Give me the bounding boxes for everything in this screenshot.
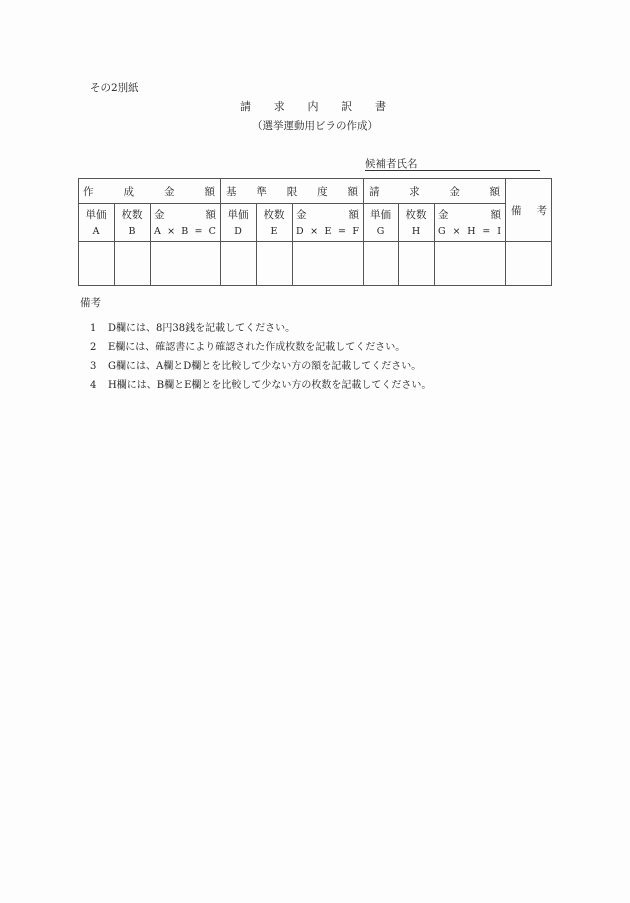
cell-a[interactable]: [79, 242, 114, 285]
candidate-name-field[interactable]: [365, 156, 540, 171]
billing-breakdown-table: [78, 178, 552, 286]
header-standard-limit-amount: 基 準 限 度 額: [226, 186, 358, 198]
title-char: 訳: [341, 100, 353, 113]
note-item: 3 G欄には、A欄とD欄とを比較して少ない方の額を記載してください。: [90, 361, 422, 372]
title-char: 請: [240, 100, 251, 113]
cell-i[interactable]: [435, 242, 505, 285]
title-char: 求: [273, 100, 285, 113]
subheader-quantity-b: 枚数 B: [121, 209, 143, 237]
subheader-unit-price-g: 単価 G: [370, 209, 391, 237]
title-char: 内: [307, 100, 319, 113]
cell-f[interactable]: [293, 242, 363, 285]
subheader-unit-price-a: 単価 A: [85, 209, 107, 237]
subheader-quantity-e: 枚数 E: [263, 209, 285, 237]
form-label: その2別紙: [90, 82, 139, 94]
note-item: 4 H欄には、B欄とE欄とを比較して少ない方の枚数を記載してください。: [90, 380, 432, 391]
subheader-quantity-h: 枚数 H: [405, 209, 427, 237]
notes-heading: 備考: [80, 297, 101, 309]
page-title: [240, 98, 386, 114]
cell-h[interactable]: [399, 242, 434, 285]
cell-g[interactable]: [364, 242, 398, 285]
note-item: 1 D欄には、8円38銭を記載してください。: [90, 323, 296, 334]
page-subtitle: （選挙運動用ビラの作成）: [252, 120, 378, 132]
subheader-amount-f: 金 額 D × E = F: [296, 209, 359, 237]
subheader-amount-c: 金 額 A × B = C: [154, 209, 216, 237]
header-production-amount: 作 成 金 額: [83, 186, 215, 198]
subheader-unit-price-d: 単価 D: [227, 209, 249, 237]
subheader-amount-i: 金 額 G × H = I: [438, 209, 501, 237]
header-remarks: 備 考: [511, 205, 547, 217]
title-char: 書: [375, 100, 386, 113]
cell-d[interactable]: [221, 242, 256, 285]
header-claim-amount: 請 求 金 額: [369, 186, 500, 198]
cell-c[interactable]: [151, 242, 220, 285]
cell-e[interactable]: [257, 242, 292, 285]
candidate-name-label: 候補者氏名: [365, 158, 418, 170]
note-item: 2 E欄には、確認書により確認された作成枚数を記載してください。: [90, 342, 406, 353]
cell-b[interactable]: [115, 242, 150, 285]
cell-remarks[interactable]: [506, 242, 551, 285]
